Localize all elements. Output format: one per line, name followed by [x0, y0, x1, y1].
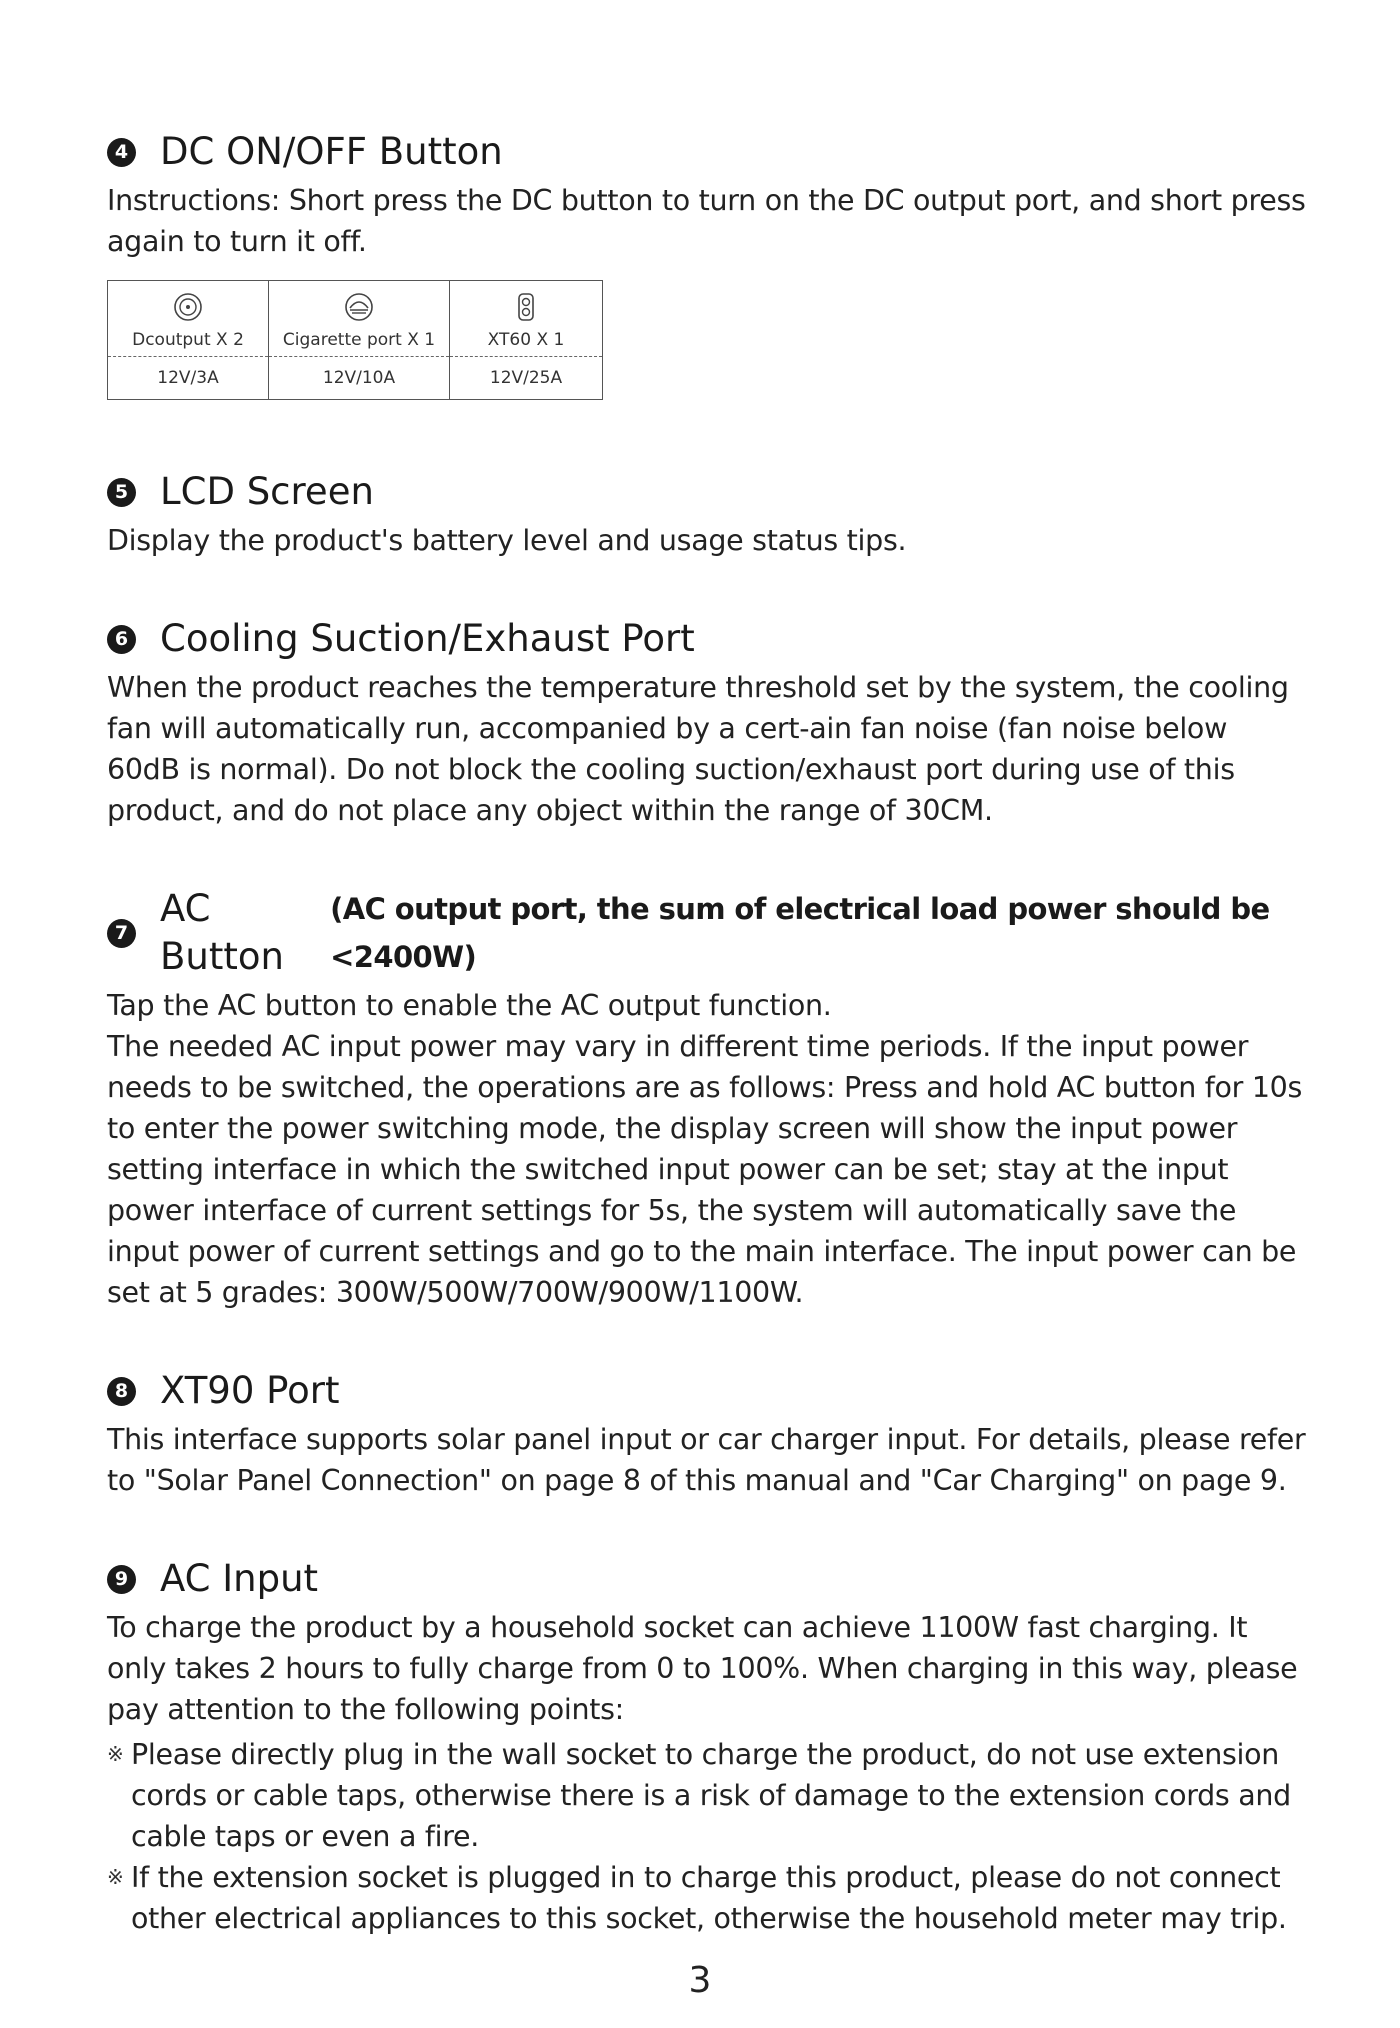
section-subtitle: (AC output port, the sum of electrical load power should be <2400W): [330, 892, 1270, 974]
section-paragraph: Instructions: Short press the DC button to turn on the DC output port, and short press again to turn it off.: [107, 184, 1306, 258]
port-spec: 12V/10A: [322, 368, 396, 388]
port-column-xt60: [450, 281, 602, 399]
port-spec: 12V/25A: [489, 368, 563, 388]
section-paragraph: This interface supports solar panel input or car charger input. For details, please refer to "Solar Panel Connection" on page 8 of this manual and "Car Charging" on page 9.: [107, 1423, 1306, 1497]
page-number: 3: [688, 1960, 712, 2001]
section-cooling-port: [107, 615, 1307, 831]
list-item: [107, 1857, 1307, 1939]
section-heading: [107, 468, 1307, 516]
port-column-cigarette: [269, 281, 450, 399]
port-label: Cigarette port X 1: [282, 330, 436, 350]
section-title: Cooling Suction/Exhaust Port: [160, 617, 695, 660]
section-paragraph: Tap the AC button to enable the AC output function.: [107, 989, 832, 1022]
section-heading: [107, 615, 1307, 663]
cigarette-port-icon: [344, 292, 374, 322]
section-dc-button: [107, 128, 1307, 400]
section-number-badge: 7: [107, 919, 136, 948]
section-title: AC Button: [160, 887, 284, 978]
port-spec: 12V/3A: [157, 368, 219, 388]
bullet-mark: ※: [107, 1742, 124, 1766]
section-paragraph: When the product reaches the temperature threshold set by the system, the cooling fan will automatically run, accompanied by a cert-ain fan noise (fan noise below 60dB is normal). Do not block the cooling suction/exhaust port during use of this product, and do not place any object within the range of 30CM.: [107, 671, 1289, 827]
section-ac-input: [107, 1555, 1307, 1939]
dc-port-icon: [173, 292, 203, 322]
dc-ports-table: [107, 280, 603, 400]
section-title: LCD Screen: [160, 470, 374, 513]
section-number-badge: 8: [107, 1377, 136, 1406]
section-lcd-screen: [107, 468, 1307, 561]
section-paragraph: Display the product's battery level and usage status tips.: [107, 524, 907, 557]
section-heading: [107, 128, 1307, 176]
list-item-text: If the extension socket is plugged in to charge this product, please do not connect other electrical appliances to this socket, otherwise the household meter may trip.: [131, 1861, 1287, 1935]
section-heading: [107, 1367, 1307, 1415]
section-paragraph: The needed AC input power may vary in different time periods. If the input power needs to be switched, the operations are as follows: Press and hold AC button for 10s to enter the power switching mode, the display screen will show the input power setting interface in which the switched input power can be set; stay at the input power interface of current settings for 5s, the system will automatically save the input power of current settings and go to the main interface. The input power can be set at 5 grades: 300W/500W/700W/900W/1100W.: [107, 1030, 1303, 1309]
section-heading: [107, 1555, 1307, 1603]
section-xt90-port: [107, 1367, 1307, 1501]
section-paragraph: To charge the product by a household socket can achieve 1100W fast charging. It only takes 2 hours to fully charge from 0 to 100%. When charging in this way, please pay attention to the following points:: [107, 1611, 1298, 1726]
port-column-dc: [108, 281, 269, 399]
bullet-list: [107, 1734, 1307, 1939]
section-title: DC ON/OFF Button: [160, 130, 503, 173]
section-title: XT90 Port: [160, 1369, 340, 1412]
xt60-port-icon: [511, 292, 541, 322]
port-label: XT60 X 1: [487, 330, 565, 350]
section-number-badge: 6: [107, 625, 136, 654]
manual-page: [107, 128, 1307, 1939]
section-ac-button: [107, 885, 1307, 1313]
list-item-text: Please directly plug in the wall socket to charge the product, do not use extension cords or cable taps, otherwise there is a risk of damage to the extension cords and cable taps or even a fire.: [131, 1738, 1291, 1853]
list-item: [107, 1734, 1307, 1857]
port-label: Dcoutput X 2: [132, 330, 244, 350]
section-title: AC Input: [160, 1557, 319, 1600]
section-number-badge: 4: [107, 138, 136, 167]
section-heading: [107, 885, 1307, 981]
bullet-mark: ※: [107, 1865, 124, 1889]
section-number-badge: 9: [107, 1565, 136, 1594]
section-number-badge: 5: [107, 478, 136, 507]
